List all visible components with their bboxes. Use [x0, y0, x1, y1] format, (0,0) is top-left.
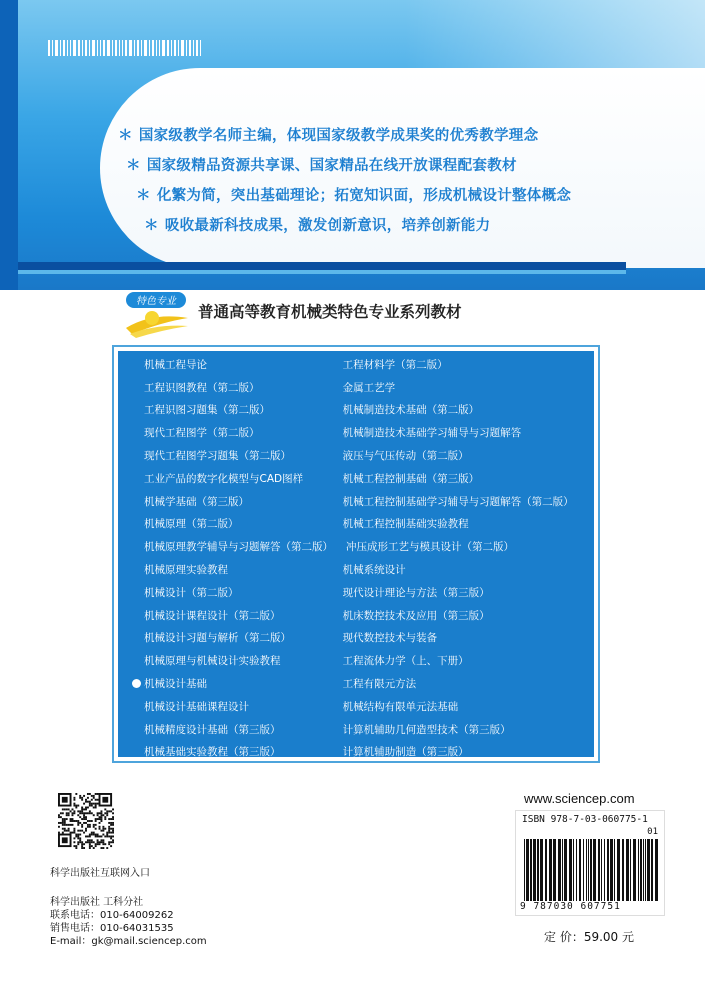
- book-title-right: 机械制造技术基础（第二版）: [342, 404, 480, 417]
- ean-digits: 9 787030 607751: [520, 901, 621, 912]
- book-title-right: 机械工程控制基础学习辅导与习题解答（第二版）: [342, 495, 574, 508]
- book-title-left: 机械工程导论: [144, 358, 207, 371]
- isbn-barcode: [524, 839, 658, 901]
- book-title-right: 液压与气压传动（第二版）: [342, 450, 469, 463]
- series-logo: [122, 288, 192, 340]
- slogan-4: ＊ 吸收最新科技成果，激发创新意识，培养创新能力: [144, 218, 491, 234]
- book-row: [118, 490, 594, 513]
- book-row: [118, 627, 594, 650]
- series-logo-text: 特色专业: [136, 296, 176, 307]
- slogan-2: ＊ 国家级精品资源共享课、国家精品在线开放课程配套教材: [126, 158, 517, 174]
- slogan-marker: ＊: [144, 218, 159, 234]
- slogan-marker: ＊: [126, 158, 141, 174]
- book-title-left: 机械基础实验教程（第三版）: [144, 746, 281, 759]
- book-title-right: 计算机辅助几何造型技术（第三版）: [342, 723, 511, 736]
- price: 定 价：59.00 元: [544, 930, 634, 944]
- book-row: [118, 376, 594, 399]
- book-title-left: 机械原理与机械设计实验教程: [144, 655, 281, 668]
- book-row: [118, 741, 594, 764]
- book-title-left: 工程识图习题集（第二版）: [144, 404, 270, 417]
- book-title-right: 机械工程控制基础（第三版）: [342, 472, 480, 485]
- book-title-right: 计算机辅助制造（第三版）: [342, 746, 469, 759]
- book-title-left: 机械设计基础课程设计: [144, 700, 249, 713]
- qr-label: 科学出版社互联网入口: [50, 868, 150, 879]
- book-row: [118, 672, 594, 695]
- book-title-left: 机械原理实验教程: [144, 564, 228, 577]
- book-title-left: 机械设计基础: [144, 678, 207, 691]
- book-row: [118, 399, 594, 422]
- book-row: [118, 421, 594, 444]
- book-row: [118, 467, 594, 490]
- book-row: [118, 581, 594, 604]
- book-title-right: 机械结构有限单元法基础: [342, 700, 459, 713]
- book-row: [118, 535, 594, 558]
- book-title-right: 冲压成形工艺与模具设计（第二版）: [346, 541, 514, 554]
- series-title: 普通高等教育机械类特色专业系列教材: [198, 302, 462, 321]
- book-row: [118, 513, 594, 536]
- book-row: [118, 695, 594, 718]
- contact-email: E-mail：gk@mail.sciencep.com: [50, 936, 207, 947]
- book-title-right: 金属工艺学: [342, 381, 396, 394]
- book-title-left: 机械原理（第二版）: [144, 518, 239, 531]
- publisher-name: 科学出版社 工科分社: [50, 897, 144, 908]
- book-title-right: 现代数控技术与装备: [342, 632, 438, 645]
- book-title-right: 工程有限元方法: [342, 678, 417, 691]
- qr-code[interactable]: [58, 793, 114, 849]
- book-row: [118, 353, 594, 376]
- book-title-left: 机械设计课程设计（第二版）: [144, 609, 281, 622]
- book-row: [118, 649, 594, 672]
- book-row: [118, 718, 594, 741]
- isbn-barcode-box: [515, 810, 665, 916]
- sales-phone: 销售电话：010-64031535: [50, 923, 174, 934]
- book-row: [118, 558, 594, 581]
- book-title-left: 机械精度设计基础（第三版）: [144, 723, 281, 736]
- book-title-left: 现代工程图学习题集（第二版）: [144, 450, 291, 463]
- book-title-left: 机械学基础（第三版）: [144, 495, 249, 508]
- slogan-marker: ＊: [118, 128, 133, 144]
- isbn-addon: 01: [647, 827, 658, 837]
- book-row: [118, 604, 594, 627]
- slogan-marker: ＊: [136, 188, 151, 204]
- book-title-left: 现代工程图学（第二版）: [144, 427, 260, 440]
- book-title-left: 工程识图教程（第二版）: [144, 381, 260, 394]
- book-title-right: 机械系统设计: [342, 564, 406, 577]
- contact-phone: 联系电话：010-64009262: [50, 910, 174, 921]
- isbn-text: ISBN 978-7-03-060775-1: [522, 814, 648, 825]
- book-title-left: 机械设计习题与解析（第二版）: [144, 632, 291, 645]
- book-title-right: 机械工程控制基础实验教程: [342, 518, 469, 531]
- slogan-1: ＊ 国家级教学名师主编，体现国家级教学成果奖的优秀教学理念: [118, 128, 539, 144]
- slogan-3: ＊ 化繁为简，突出基础理论；拓宽知识面，形成机械设计整体概念: [136, 188, 572, 204]
- book-title-right: 机械制造技术基础学习辅导与习题解答: [342, 427, 522, 440]
- book-title-right: 工程材料学（第二版）: [342, 358, 448, 371]
- book-title-left: 机械原理教学辅导与习题解答（第二版）: [144, 541, 333, 554]
- book-title-right: 机床数控技术及应用（第三版）: [342, 609, 490, 622]
- book-title-left: 工业产品的数字化模型与CAD图样: [144, 472, 304, 485]
- publisher-website[interactable]: www.sciencep.com: [524, 791, 635, 806]
- book-list: [118, 351, 594, 757]
- book-title-left: 机械设计（第二版）: [144, 586, 239, 599]
- book-title-right: 工程流体力学（上、下册）: [342, 655, 469, 668]
- book-list-table: [112, 345, 600, 763]
- book-title-right: 现代设计理论与方法（第三版）: [342, 586, 490, 599]
- slogan-list: [0, 0, 705, 290]
- book-row: [118, 444, 594, 467]
